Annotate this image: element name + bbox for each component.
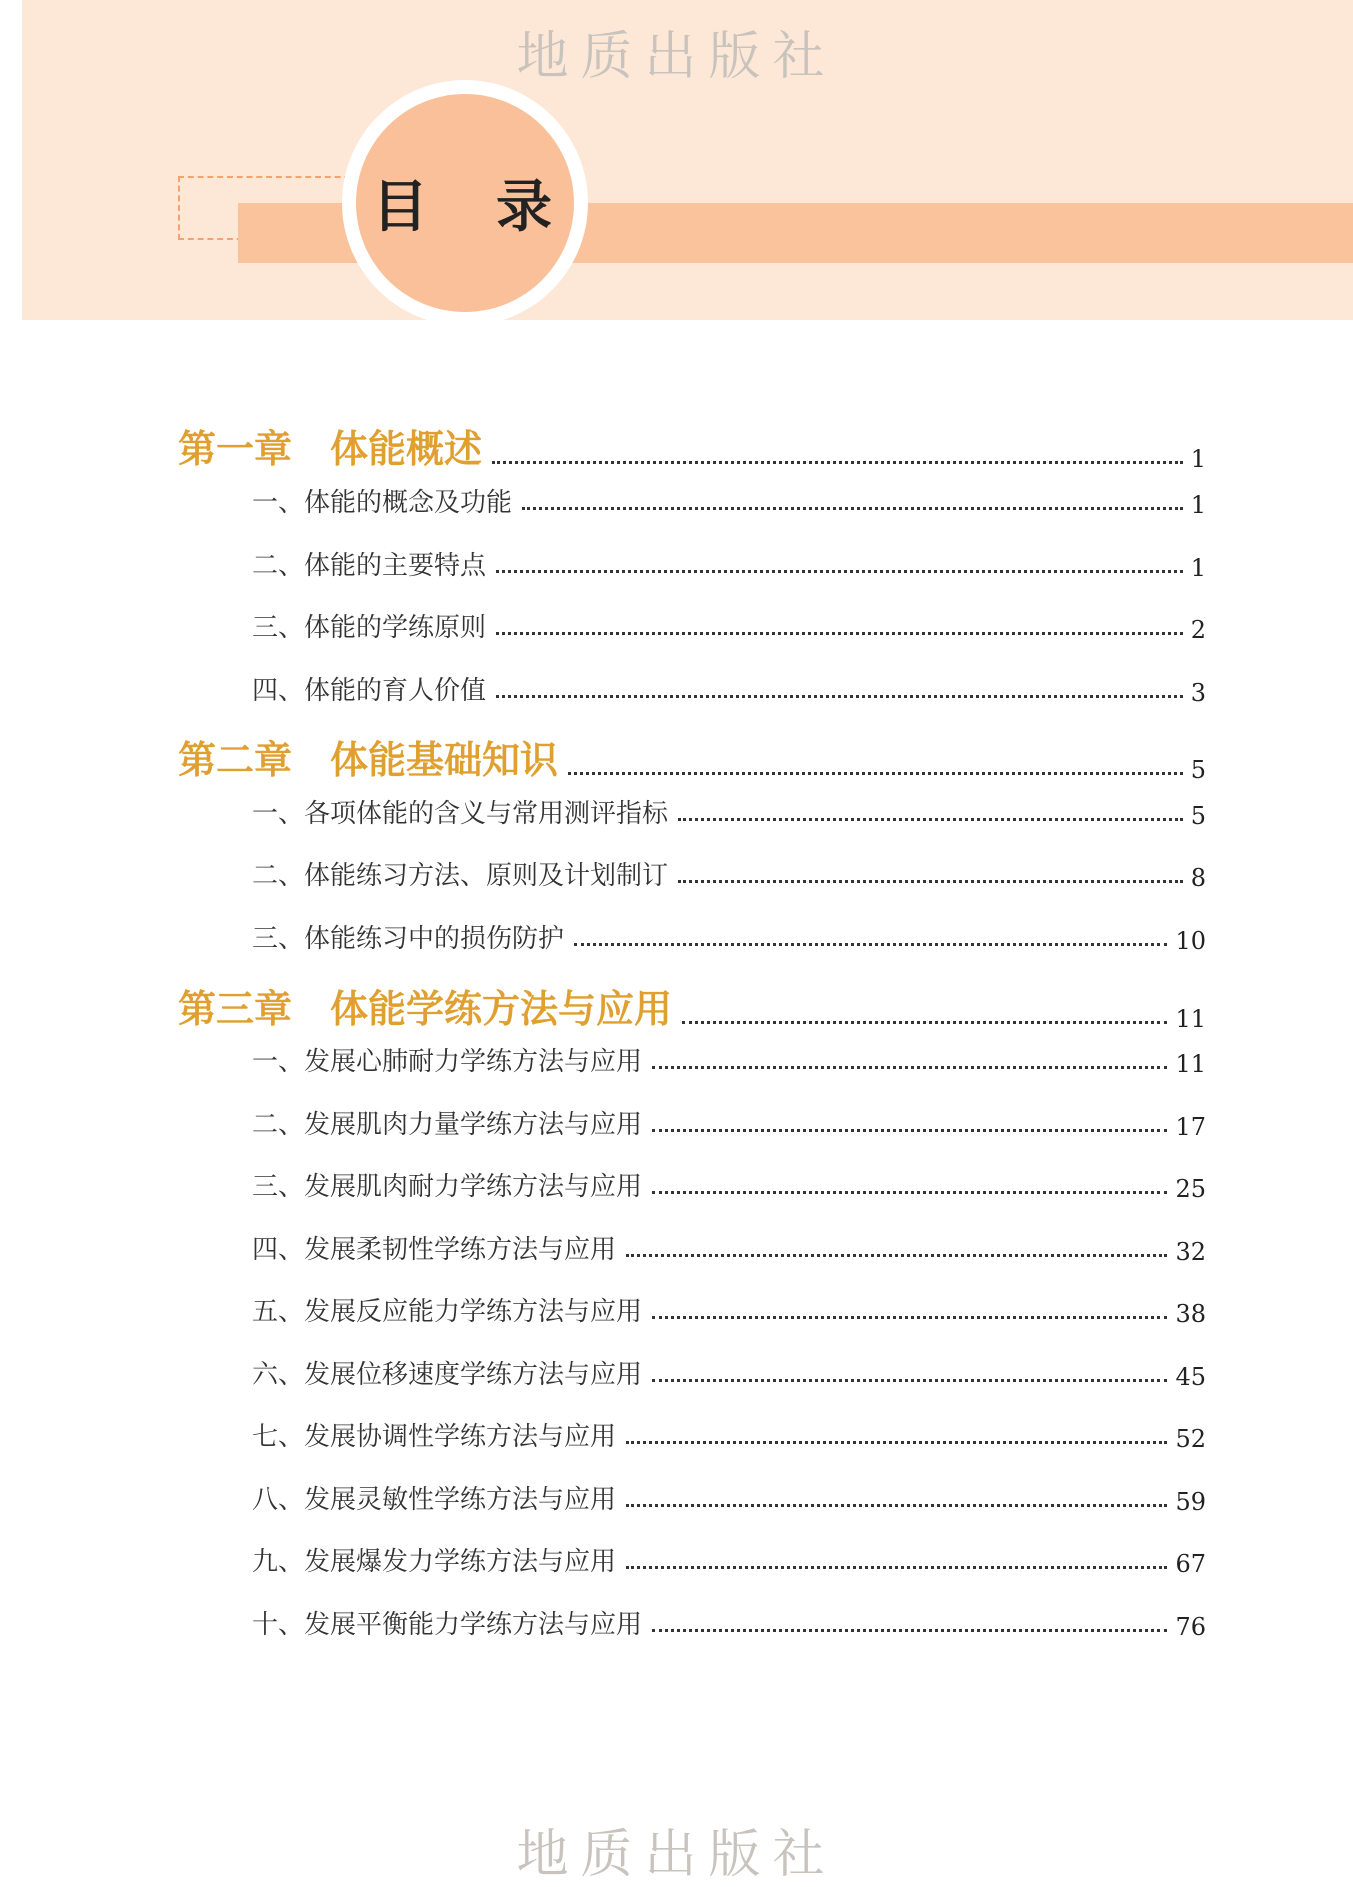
toc-section-row[interactable] (252, 1416, 1206, 1453)
toc-entry-label: 六、发展位移速度学练方法与应用 (252, 1360, 643, 1390)
toc-entry-label: 一、各项体能的含义与常用测评指标 (252, 799, 669, 829)
toc-page-number: 3 (1190, 679, 1206, 707)
toc-page-number: 10 (1175, 927, 1206, 955)
toc-entry-label: 二、体能的主要特点 (252, 551, 487, 581)
toc-entry-label: 三、体能练习中的损伤防护 (252, 924, 565, 954)
toc-section-row[interactable] (252, 793, 1206, 830)
toc-section-row[interactable] (252, 1104, 1206, 1141)
toc-page-number: 11 (1175, 1050, 1206, 1078)
toc-entry-label: 四、发展柔韧性学练方法与应用 (252, 1235, 617, 1265)
dot-leader (652, 1316, 1167, 1319)
toc-section-row[interactable] (252, 1166, 1206, 1203)
toc-page-number: 45 (1175, 1363, 1206, 1391)
toc-page-number: 11 (1175, 1005, 1206, 1033)
dot-leader (652, 1629, 1167, 1632)
dot-leader (678, 818, 1183, 821)
toc-section-row[interactable] (252, 1479, 1206, 1516)
toc-page-number: 1 (1190, 491, 1206, 519)
toc-entry-label: 三、体能的学练原则 (252, 613, 487, 643)
toc-chapter-row[interactable] (178, 729, 1206, 784)
toc-entry-label: 十、发展平衡能力学练方法与应用 (252, 1610, 643, 1640)
toc-page-number: 1 (1190, 445, 1206, 473)
toc-page-number: 17 (1175, 1113, 1206, 1141)
toc-entry-label: 二、发展肌肉力量学练方法与应用 (252, 1110, 643, 1140)
toc-section-row[interactable] (252, 482, 1206, 519)
toc-chapter-row[interactable] (178, 978, 1206, 1033)
toc-page-number: 2 (1190, 616, 1206, 644)
toc-entry-label: 第一章 体能概述 (178, 427, 483, 471)
toc-page-number: 8 (1190, 864, 1206, 892)
dot-leader (652, 1191, 1167, 1194)
toc-section-row[interactable] (252, 670, 1206, 707)
toc-entry-label: 七、发展协调性学练方法与应用 (252, 1422, 617, 1452)
dot-leader (522, 507, 1183, 510)
toc-page-number: 67 (1175, 1550, 1206, 1578)
dot-leader (496, 570, 1183, 573)
toc-entry-label: 九、发展爆发力学练方法与应用 (252, 1547, 617, 1577)
dot-leader (496, 632, 1183, 635)
toc-entry-label: 四、体能的育人价值 (252, 676, 487, 706)
toc-page-number: 5 (1190, 756, 1206, 784)
toc-entry-label: 一、体能的概念及功能 (252, 488, 513, 518)
page-title: 目 录 (372, 175, 558, 240)
toc-chapter-row[interactable] (178, 418, 1206, 473)
toc-section-row[interactable] (252, 918, 1206, 955)
dot-leader (652, 1379, 1167, 1382)
dot-leader (626, 1254, 1167, 1257)
title-circle (356, 94, 574, 312)
dot-leader (626, 1504, 1167, 1507)
publisher-watermark-bottom: 地质出版社 (516, 1825, 837, 1885)
toc-section-row[interactable] (252, 1041, 1206, 1078)
toc-page-number: 5 (1190, 802, 1206, 830)
dot-leader (568, 772, 1183, 775)
toc-section-row[interactable] (252, 1354, 1206, 1391)
toc-section-row[interactable] (252, 1541, 1206, 1578)
publisher-watermark-top: 地质出版社 (516, 27, 837, 87)
toc-entry-label: 八、发展灵敏性学练方法与应用 (252, 1485, 617, 1515)
toc-entry-label: 三、发展肌肉耐力学练方法与应用 (252, 1172, 643, 1202)
toc-page-number: 32 (1175, 1238, 1206, 1266)
toc-section-row[interactable] (252, 607, 1206, 644)
toc-page-number: 25 (1175, 1175, 1206, 1203)
toc-entry-label: 第二章 体能基础知识 (178, 738, 559, 782)
toc-page-number: 38 (1175, 1300, 1206, 1328)
toc-entry-label: 第三章 体能学练方法与应用 (178, 987, 673, 1031)
toc-section-row[interactable] (252, 1604, 1206, 1641)
dot-leader (682, 1021, 1167, 1024)
dot-leader (626, 1566, 1167, 1569)
toc-section-row[interactable] (252, 1291, 1206, 1328)
toc-section-row[interactable] (252, 545, 1206, 582)
toc-entry-label: 一、发展心肺耐力学练方法与应用 (252, 1047, 643, 1077)
toc-section-row[interactable] (252, 855, 1206, 892)
dot-leader (574, 943, 1167, 946)
dot-leader (678, 880, 1183, 883)
toc-page-number: 1 (1190, 554, 1206, 582)
dot-leader (496, 695, 1183, 698)
toc-section-row[interactable] (252, 1229, 1206, 1266)
toc-entry-label: 二、体能练习方法、原则及计划制订 (252, 861, 669, 891)
toc-page-number: 76 (1175, 1613, 1206, 1641)
dot-leader (626, 1441, 1167, 1444)
toc-entry-label: 五、发展反应能力学练方法与应用 (252, 1297, 643, 1327)
dot-leader (652, 1129, 1167, 1132)
dot-leader (492, 461, 1183, 464)
dot-leader (652, 1066, 1167, 1069)
toc-page-number: 59 (1175, 1488, 1206, 1516)
toc-page-number: 52 (1175, 1425, 1206, 1453)
